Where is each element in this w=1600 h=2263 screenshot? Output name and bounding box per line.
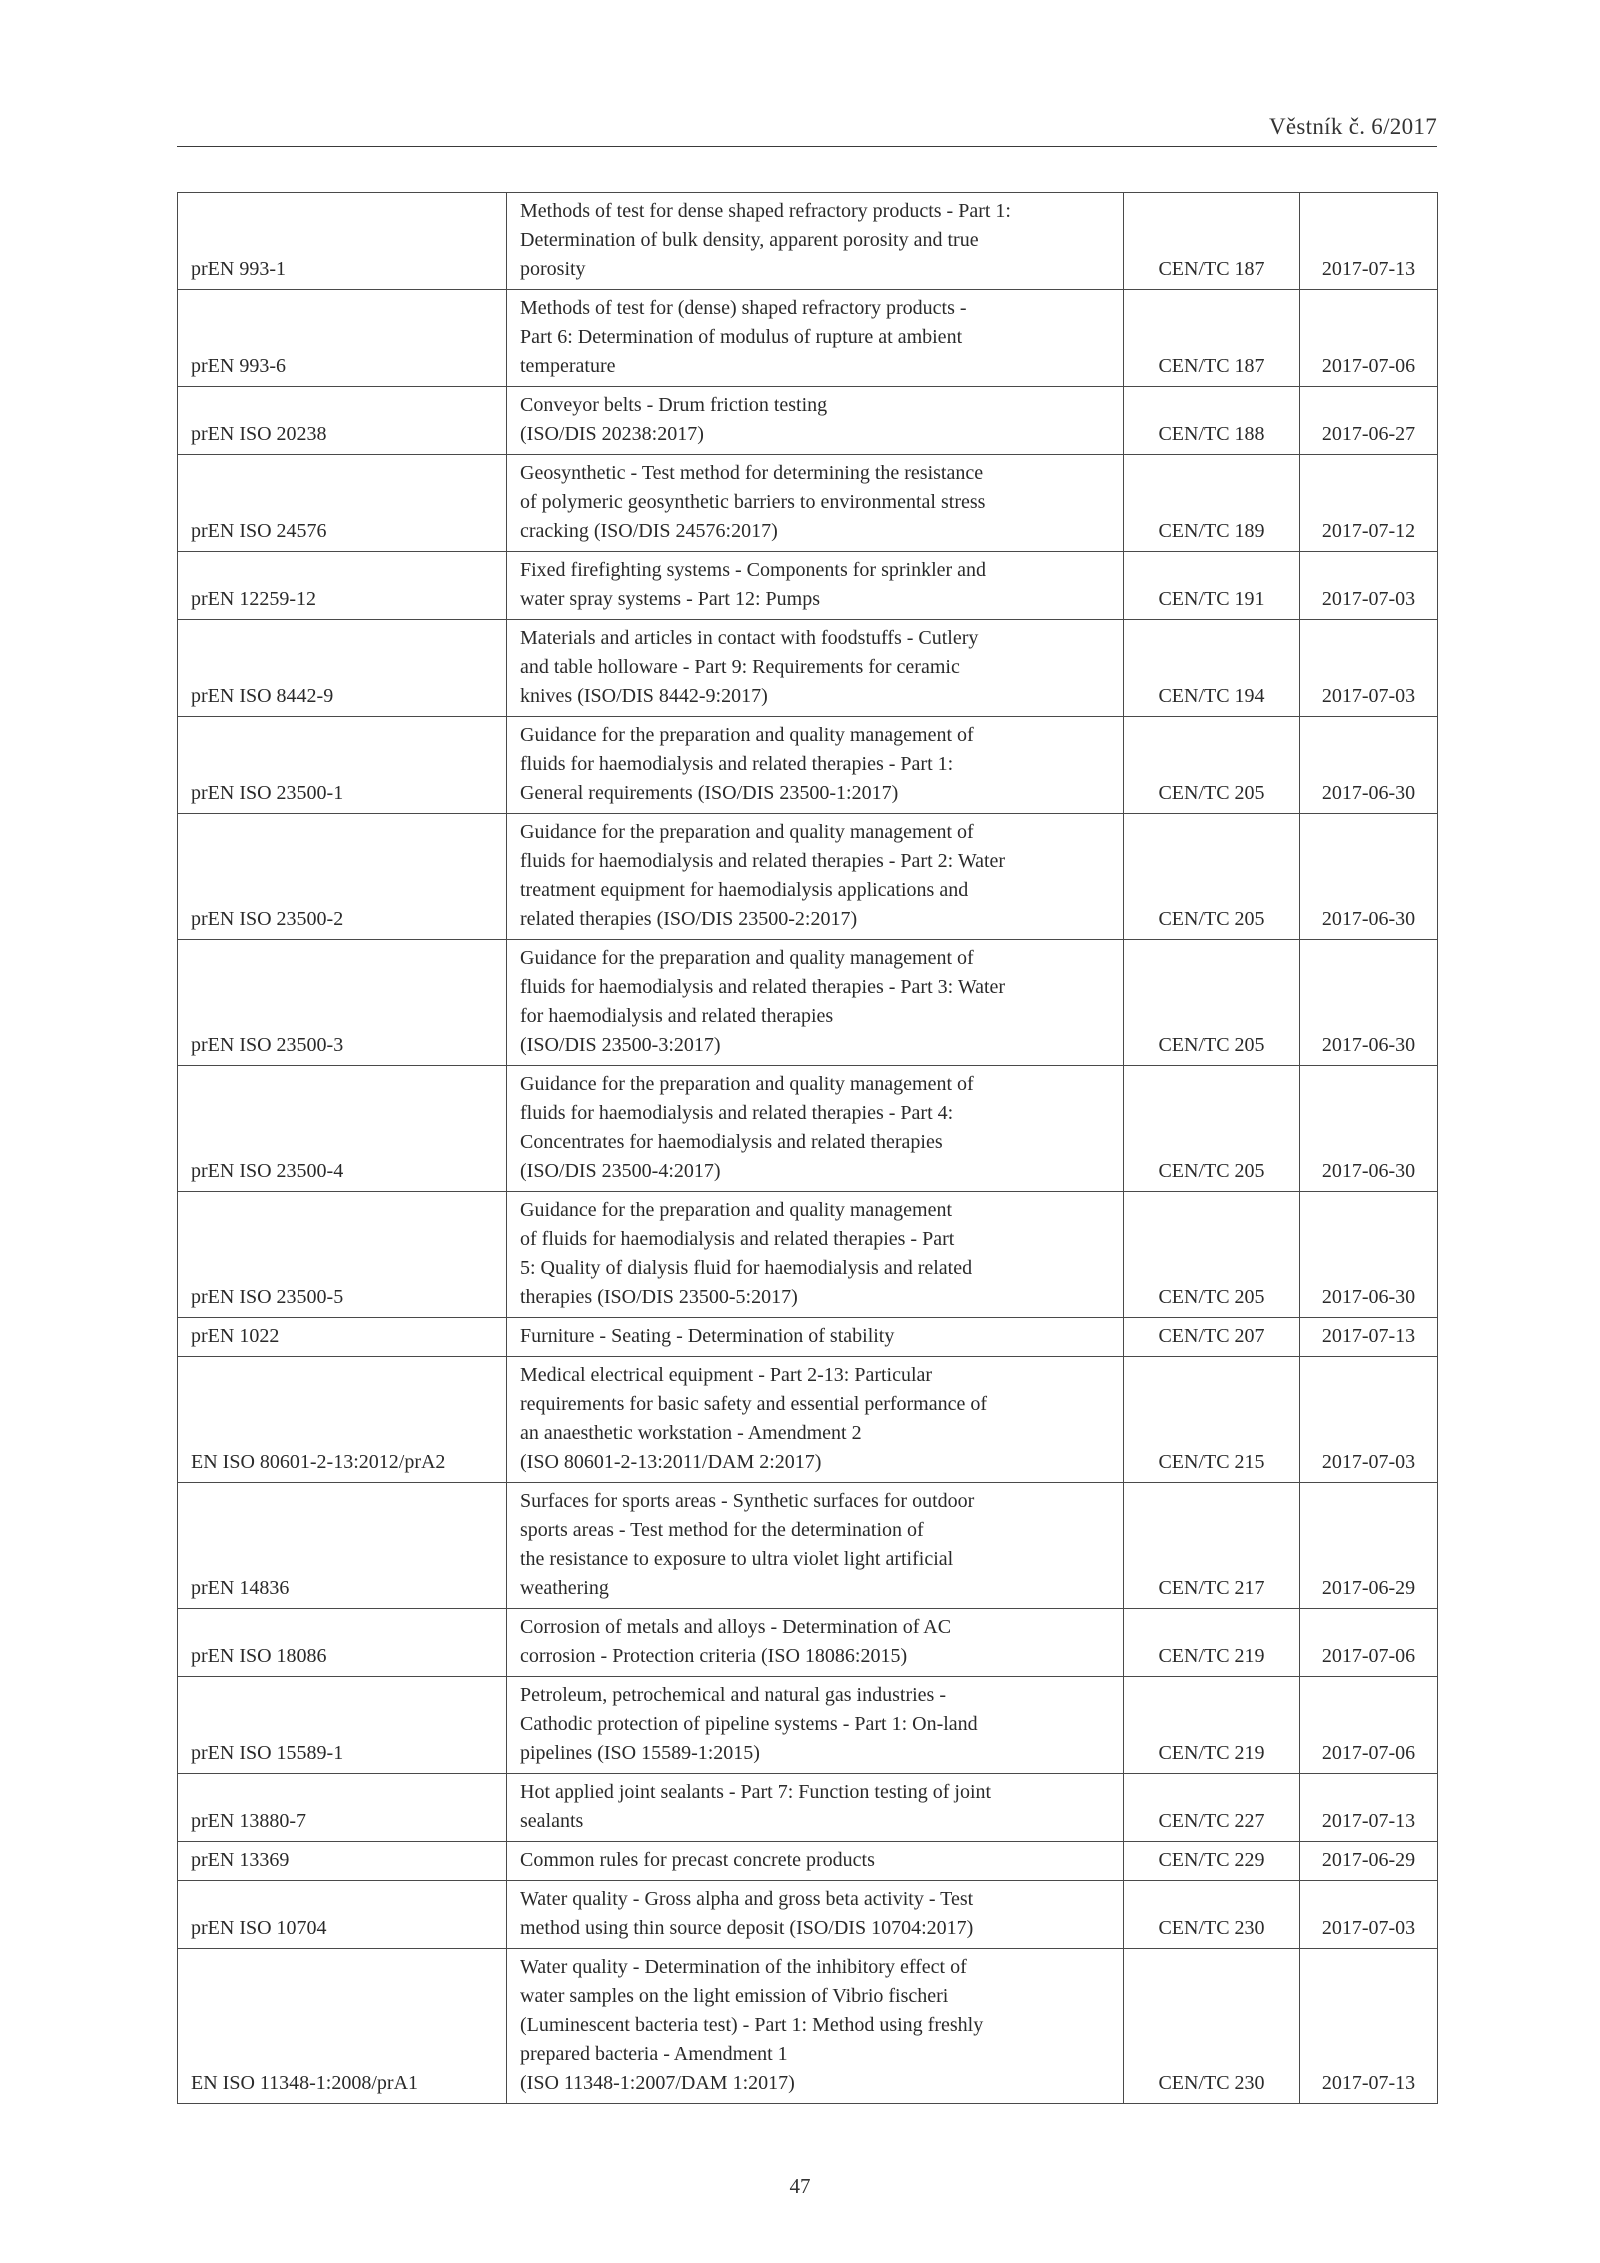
standard-title-line: an anaesthetic workstation - Amendment 2	[520, 1422, 862, 1444]
standard-title	[507, 1677, 1124, 1774]
table-row	[178, 1066, 1438, 1192]
standard-title-line: Concentrates for haemodialysis and related therapies	[520, 1131, 943, 1153]
deadline-date: 2017-07-06	[1300, 1677, 1438, 1774]
standard-title-line: treatment equipment for haemodialysis applications and	[520, 879, 969, 901]
deadline-date: 2017-06-30	[1300, 717, 1438, 814]
standard-title-line: temperature	[520, 355, 616, 377]
standard-code: prEN 993-1	[178, 193, 507, 290]
standard-title-line: sports areas - Test method for the determination of	[520, 1519, 924, 1541]
deadline-date: 2017-07-03	[1300, 1881, 1438, 1949]
table-row	[178, 1318, 1438, 1357]
technical-committee: CEN/TC 229	[1124, 1842, 1300, 1881]
standard-title	[507, 1842, 1124, 1881]
deadline-date: 2017-07-12	[1300, 455, 1438, 552]
page-number: 47	[789, 2174, 811, 2198]
standard-title-line: General requirements (ISO/DIS 23500-1:2017)	[520, 782, 899, 804]
technical-committee: CEN/TC 219	[1124, 1677, 1300, 1774]
standard-title-line: Hot applied joint sealants - Part 7: Function testing of joint	[520, 1781, 992, 1803]
standard-title-line: and table holloware - Part 9: Requirements for ceramic	[520, 656, 960, 678]
standard-code: prEN ISO 10704	[178, 1881, 507, 1949]
standard-title-line: Materials and articles in contact with foodstuffs - Cutlery	[520, 627, 979, 649]
standard-title-line: of polymeric geosynthetic barriers to environmental stress	[520, 491, 986, 513]
deadline-date: 2017-06-27	[1300, 387, 1438, 455]
deadline-date: 2017-06-30	[1300, 1066, 1438, 1192]
standard-title-line: of fluids for haemodialysis and related therapies - Part	[520, 1228, 955, 1250]
standard-title-line: 5: Quality of dialysis fluid for haemodialysis and related	[520, 1257, 973, 1279]
standard-title	[507, 717, 1124, 814]
standard-title-line: (ISO 80601-2-13:2011/DAM 2:2017)	[520, 1451, 822, 1473]
standard-title-line: (ISO/DIS 23500-4:2017)	[520, 1160, 721, 1182]
standard-title-line: prepared bacteria - Amendment 1	[520, 2043, 788, 2065]
standard-title-line: Conveyor belts - Drum friction testing	[520, 394, 828, 416]
standard-code: prEN 12259-12	[178, 552, 507, 620]
standard-code: prEN ISO 23500-3	[178, 940, 507, 1066]
standard-code: prEN 14836	[178, 1483, 507, 1609]
standard-code: EN ISO 80601-2-13:2012/prA2	[178, 1357, 507, 1483]
standard-title-line: the resistance to exposure to ultra violet light artificial	[520, 1548, 954, 1570]
standard-title-line: for haemodialysis and related therapies	[520, 1005, 834, 1027]
deadline-date: 2017-06-29	[1300, 1842, 1438, 1881]
table-row	[178, 1609, 1438, 1677]
table-row	[178, 1881, 1438, 1949]
standard-title-line: Common rules for precast concrete products	[520, 1849, 875, 1871]
deadline-date: 2017-07-03	[1300, 620, 1438, 717]
standard-title-line: (ISO/DIS 20238:2017)	[520, 423, 704, 445]
standards-table	[177, 192, 1438, 2104]
standard-title-line: knives (ISO/DIS 8442-9:2017)	[520, 685, 768, 707]
technical-committee: CEN/TC 187	[1124, 193, 1300, 290]
technical-committee: CEN/TC 219	[1124, 1609, 1300, 1677]
standard-title	[507, 1318, 1124, 1357]
standard-code: prEN ISO 23500-5	[178, 1192, 507, 1318]
standard-code: EN ISO 11348-1:2008/prA1	[178, 1949, 507, 2104]
technical-committee: CEN/TC 189	[1124, 455, 1300, 552]
standard-title-line: Water quality - Gross alpha and gross beta activity - Test	[520, 1888, 974, 1910]
standard-title-line: water spray systems - Part 12: Pumps	[520, 588, 820, 610]
standard-title	[507, 455, 1124, 552]
header-rule	[177, 146, 1437, 147]
table-row	[178, 1949, 1438, 2104]
technical-committee: CEN/TC 205	[1124, 717, 1300, 814]
technical-committee: CEN/TC 194	[1124, 620, 1300, 717]
standard-title-line: Guidance for the preparation and quality management of	[520, 1073, 974, 1095]
standard-title-line: Part 6: Determination of modulus of rupture at ambient	[520, 326, 963, 348]
standard-title-line: fluids for haemodialysis and related therapies - Part 4:	[520, 1102, 954, 1124]
standard-title-line: Medical electrical equipment - Part 2-13: Particular	[520, 1364, 933, 1386]
standard-title-line: sealants	[520, 1810, 584, 1832]
standard-code: prEN ISO 15589-1	[178, 1677, 507, 1774]
standard-title-line: Cathodic protection of pipeline systems - Part 1: On-land	[520, 1713, 978, 1735]
standard-title-line: Methods of test for dense shaped refractory products - Part 1:	[520, 200, 1011, 222]
table-row	[178, 1842, 1438, 1881]
standard-title-line: requirements for basic safety and essential performance of	[520, 1393, 988, 1415]
standard-title-line: water samples on the light emission of Vibrio fischeri	[520, 1985, 949, 2007]
standard-title	[507, 1357, 1124, 1483]
technical-committee: CEN/TC 207	[1124, 1318, 1300, 1357]
table-row	[178, 193, 1438, 290]
technical-committee: CEN/TC 227	[1124, 1774, 1300, 1842]
standard-title-line: Corrosion of metals and alloys - Determination of AC	[520, 1616, 952, 1638]
standard-title-line: pipelines (ISO 15589-1:2015)	[520, 1742, 760, 1764]
standard-code: prEN 13880-7	[178, 1774, 507, 1842]
standard-title-line: porosity	[520, 258, 586, 280]
deadline-date: 2017-07-06	[1300, 290, 1438, 387]
deadline-date: 2017-07-13	[1300, 193, 1438, 290]
standard-title-line: (Luminescent bacteria test) - Part 1: Method using freshly	[520, 2014, 984, 2036]
standard-code: prEN ISO 24576	[178, 455, 507, 552]
technical-committee: CEN/TC 215	[1124, 1357, 1300, 1483]
standard-title-line: (ISO/DIS 23500-3:2017)	[520, 1034, 721, 1056]
table-row	[178, 455, 1438, 552]
standard-title	[507, 1192, 1124, 1318]
standard-title-line: therapies (ISO/DIS 23500-5:2017)	[520, 1286, 798, 1308]
deadline-date: 2017-06-30	[1300, 1192, 1438, 1318]
standard-title-line: Methods of test for (dense) shaped refractory products -	[520, 297, 967, 319]
table-row	[178, 814, 1438, 940]
standard-title-line: corrosion - Protection criteria (ISO 18086:2015)	[520, 1645, 908, 1667]
deadline-date: 2017-07-03	[1300, 552, 1438, 620]
standard-title	[507, 387, 1124, 455]
deadline-date: 2017-07-13	[1300, 1949, 1438, 2104]
standard-title	[507, 814, 1124, 940]
standards-table-body	[178, 193, 1438, 2104]
standard-title	[507, 620, 1124, 717]
table-row	[178, 940, 1438, 1066]
standard-title-line: fluids for haemodialysis and related therapies - Part 1:	[520, 753, 954, 775]
table-row	[178, 1357, 1438, 1483]
technical-committee: CEN/TC 187	[1124, 290, 1300, 387]
table-row	[178, 290, 1438, 387]
standard-title-line: Fixed firefighting systems - Components for sprinkler and	[520, 559, 987, 581]
deadline-date: 2017-07-13	[1300, 1774, 1438, 1842]
standard-code: prEN 1022	[178, 1318, 507, 1357]
table-row	[178, 1774, 1438, 1842]
standard-title-line: Furniture - Seating - Determination of stability	[520, 1325, 895, 1347]
technical-committee: CEN/TC 205	[1124, 1066, 1300, 1192]
standard-code: prEN ISO 23500-4	[178, 1066, 507, 1192]
standard-title	[507, 1609, 1124, 1677]
standard-title-line: (ISO 11348-1:2007/DAM 1:2017)	[520, 2072, 795, 2094]
technical-committee: CEN/TC 205	[1124, 814, 1300, 940]
standard-code: prEN 13369	[178, 1842, 507, 1881]
standard-code: prEN ISO 20238	[178, 387, 507, 455]
standard-title-line: related therapies (ISO/DIS 23500-2:2017)	[520, 908, 858, 930]
deadline-date: 2017-07-03	[1300, 1357, 1438, 1483]
standard-title-line: Determination of bulk density, apparent porosity and true	[520, 229, 979, 251]
technical-committee: CEN/TC 230	[1124, 1881, 1300, 1949]
deadline-date: 2017-07-06	[1300, 1609, 1438, 1677]
standard-title-line: weathering	[520, 1577, 609, 1599]
standard-code: prEN ISO 8442-9	[178, 620, 507, 717]
technical-committee: CEN/TC 217	[1124, 1483, 1300, 1609]
deadline-date: 2017-07-13	[1300, 1318, 1438, 1357]
technical-committee: CEN/TC 188	[1124, 387, 1300, 455]
running-header: Věstník č. 6/2017	[1269, 114, 1437, 139]
table-row	[178, 1192, 1438, 1318]
technical-committee: CEN/TC 205	[1124, 940, 1300, 1066]
table-row	[178, 387, 1438, 455]
standard-code: prEN ISO 23500-1	[178, 717, 507, 814]
standard-title-line: Surfaces for sports areas - Synthetic surfaces for outdoor	[520, 1490, 975, 1512]
standard-title	[507, 1774, 1124, 1842]
standard-code: prEN ISO 23500-2	[178, 814, 507, 940]
table-row	[178, 620, 1438, 717]
deadline-date: 2017-06-29	[1300, 1483, 1438, 1609]
table-row	[178, 717, 1438, 814]
standard-code: prEN 993-6	[178, 290, 507, 387]
technical-committee: CEN/TC 230	[1124, 1949, 1300, 2104]
standard-title	[507, 1949, 1124, 2104]
standard-title-line: Guidance for the preparation and quality management of	[520, 947, 974, 969]
standard-title-line: Guidance for the preparation and quality management of	[520, 724, 974, 746]
standard-title	[507, 193, 1124, 290]
technical-committee: CEN/TC 191	[1124, 552, 1300, 620]
standard-title-line: method using thin source deposit (ISO/DIS 10704:2017)	[520, 1917, 974, 1939]
table-row	[178, 552, 1438, 620]
standard-title	[507, 1483, 1124, 1609]
standard-code: prEN ISO 18086	[178, 1609, 507, 1677]
standard-title	[507, 940, 1124, 1066]
standard-title	[507, 290, 1124, 387]
standard-title-line: Petroleum, petrochemical and natural gas industries -	[520, 1684, 946, 1706]
standard-title	[507, 1066, 1124, 1192]
standard-title-line: fluids for haemodialysis and related therapies - Part 3: Water	[520, 976, 1006, 998]
standard-title	[507, 1881, 1124, 1949]
table-row	[178, 1677, 1438, 1774]
standard-title-line: fluids for haemodialysis and related therapies - Part 2: Water	[520, 850, 1006, 872]
standard-title	[507, 552, 1124, 620]
standard-title-line: Water quality - Determination of the inhibitory effect of	[520, 1956, 967, 1978]
standard-title-line: Guidance for the preparation and quality management	[520, 1199, 953, 1221]
standard-title-line: Guidance for the preparation and quality management of	[520, 821, 974, 843]
deadline-date: 2017-06-30	[1300, 940, 1438, 1066]
technical-committee: CEN/TC 205	[1124, 1192, 1300, 1318]
table-row	[178, 1483, 1438, 1609]
deadline-date: 2017-06-30	[1300, 814, 1438, 940]
standard-title-line: Geosynthetic - Test method for determining the resistance	[520, 462, 984, 484]
standard-title-line: cracking (ISO/DIS 24576:2017)	[520, 520, 778, 542]
